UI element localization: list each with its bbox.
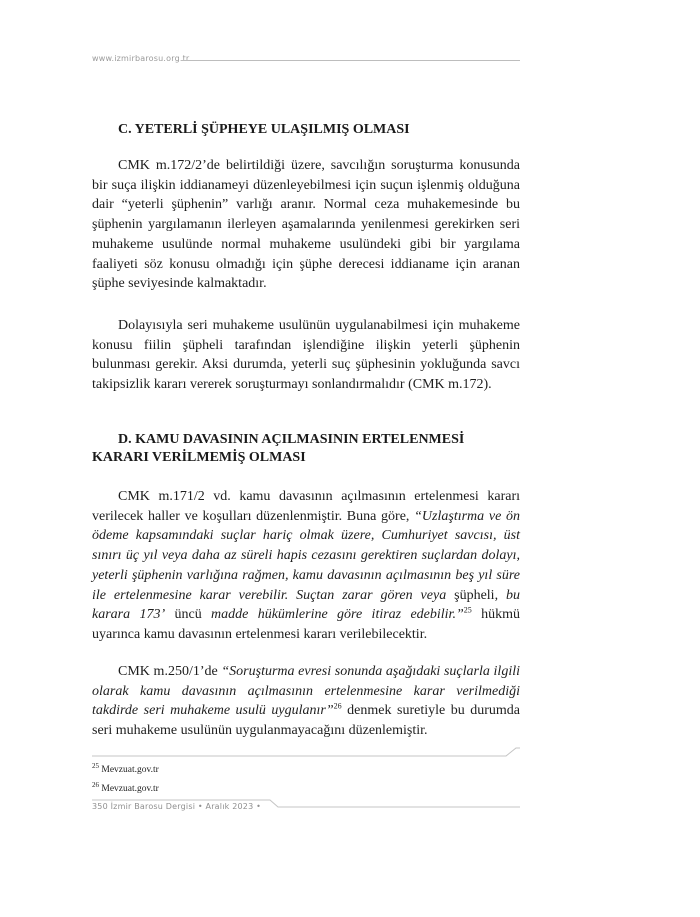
section-c-paragraph-2: Dolayısıyla seri muhakeme usulünün uygulanabilmesi için muhakeme konusu fiilin şüpheli tarafından işlendiğine ilişkin yeterli şüphenin bulunması gerekir. Aksi durumda, yeterli suç şüphesinin yokluğunda savcı takipsizlik kararı vererek soruşturmayı sonlandırmalıdır (CMK m.172).: [92, 318, 520, 393]
footnote-26: [92, 780, 159, 795]
footnote-ref: 25: [463, 605, 472, 615]
text-run: denmek suretiyle bu durumda seri muhakeme usulünün uygulanmayacağını düzenlemiştir.: [92, 703, 520, 739]
quoted-law-text: bu karara 173’: [92, 587, 520, 623]
section-d-paragraph-1: [92, 487, 520, 645]
footnote-text: Mevzuat.gov.tr: [101, 765, 159, 775]
footnote-number: 25: [92, 761, 99, 770]
footnote-ref: 26: [333, 701, 342, 711]
text-run: CMK m.250/1’de: [118, 664, 222, 679]
site-url: www.izmirbarosu.org.tr: [92, 54, 190, 63]
quoted-law-text: “Uzlaştırma ve ön ödeme kapsamındaki suçlar hariç olmak üzere, Cumhuriyet savcısı, üst sınırı üç yıl veya daha az süreli hapis cezasını gerektiren suçlardan dolayı, yeterli şüphenin varlığına rağmen, kamu davasının açılmasının beş yıl süre ile ertelenmesine karar verebilir. Suçtan zarar gören veya: [92, 508, 520, 603]
footnote-number: 26: [92, 780, 99, 789]
section-d-heading: D. KAMU DAVASININ AÇILMASININ ERTELENMESİ KARARI VERİLMEMİŞ OLMASI: [92, 432, 465, 465]
text-run: CMK m.171/2 vd. kamu davasının açılmasının ertelenmesi kararı verilecek haller ve koşulları düzenlenmiştir. Buna göre,: [92, 489, 520, 524]
page-footer: 350 İzmir Barosu Dergisi • Aralık 2023 •: [92, 802, 262, 811]
text-run: şüpheli,: [446, 587, 506, 603]
footnote-25: [92, 761, 159, 776]
footnote-separator: [92, 746, 520, 758]
text-run: hükmü uyarınca kamu davasının ertelenmesi kararı verilebilecektir.: [92, 607, 520, 642]
quoted-law-text: madde hükümlerine göre itiraz edebilir.”: [211, 607, 464, 623]
footnote-text: Mevzuat.gov.tr: [101, 784, 159, 794]
header-rule: [181, 60, 520, 61]
section-d-paragraph-2: [92, 662, 520, 741]
section-c-heading: C. YETERLİ ŞÜPHEYE ULAŞILMIŞ OLMASI: [118, 122, 410, 137]
section-c-paragraph-1: CMK m.172/2’de belirtildiği üzere, savcılığın soruşturma konusunda bir suça ilişkin iddianameyi düzenleyebilmesi için suçun işlenmiş olduğuna dair “yeterli şüphenin” varlığı aranır. Normal ceza muhakemesinde bu şüphenin yargılamanın ilerleyen aşamalarında yenilenmesi gerekirken seri muhakeme usulünde normal muhakeme usulündeki gibi bir yargılama faaliyeti söz konusu olmadığı için şüphe derecesi iddianame için aranan şüphe seviyesinde kalmaktadır.: [92, 158, 520, 292]
text-run: üncü: [165, 607, 212, 623]
quoted-law-text: “Soruşturma evresi sonunda aşağıdaki suçlarla ilgili olarak kamu davasının açılmasının ertelenmesine karar verilmediği takdirde seri muhakeme usulü uygulanır”: [92, 664, 520, 719]
